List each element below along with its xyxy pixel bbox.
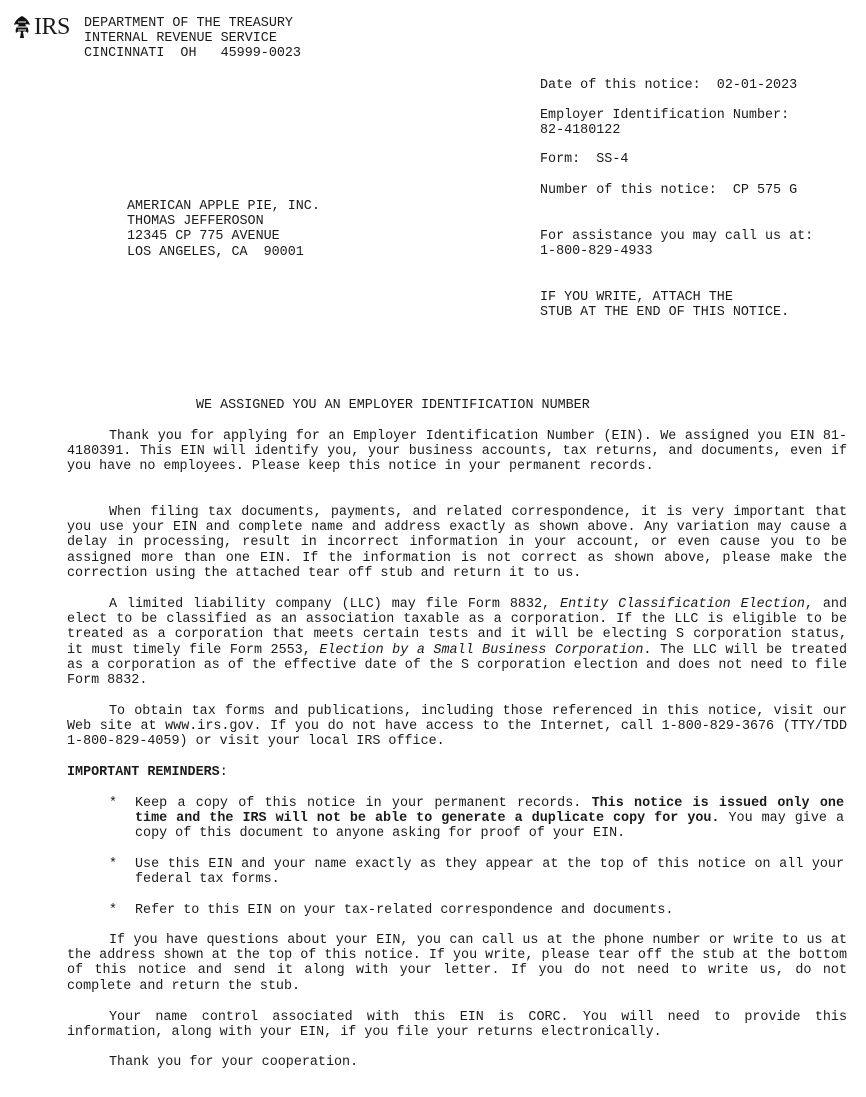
irs-logo: [12, 14, 70, 40]
eagle-emblem-icon: [12, 14, 32, 40]
recipient-line-3: 12345 CP 775 AVENUE: [127, 229, 280, 245]
agency-line-2: INTERNAL REVENUE SERVICE: [84, 31, 277, 47]
form-2553-title: Election by a Small Business Corporation: [319, 642, 644, 658]
form-line: [540, 152, 628, 167]
paragraph-forms: To obtain tax forms and publications, including those referenced in this notice, visit our Web site at www.irs.gov. If you do not have access to the Internet, call 1-800-829-3676 (TTY/TDD 1-800-829-4059) or visit your local IRS office.: [67, 704, 847, 750]
notice-number-label: Number of this notice:: [540, 183, 717, 198]
closing-line: Thank you for your cooperation.: [109, 1055, 359, 1070]
bullet-icon: *: [109, 857, 118, 872]
recipient-address: [127, 199, 320, 260]
form-value: SS-4: [596, 152, 629, 167]
recipient-line-2: THOMAS JEFFEROSON: [127, 214, 264, 230]
bullet-icon: *: [109, 903, 118, 918]
reminder-item-3: * Refer to this EIN on your tax-related correspondence and documents.: [109, 903, 674, 918]
paragraph-questions: If you have questions about your EIN, you can call us at the phone number or write to us at the address shown at the top of this notice. If you write, please tear off the stub at the bottom of this notice and send it along with your letter. If you do not need to write us, do not complete and return the stub.: [67, 933, 847, 994]
paragraph-1: Thank you for applying for an Employer Identification Number (EIN). We assigned you EIN 81-4180391. This EIN will identify you, your business accounts, tax returns, and documents, even if you have no employees. Please keep this notice in your permanent records.: [67, 429, 847, 475]
form-8832-title: Entity Classification Election: [560, 597, 805, 612]
write-instructions: [540, 290, 789, 320]
assistance-phone: 1-800-829-4933: [540, 244, 653, 260]
agency-address: [84, 16, 301, 62]
paragraph-2: When filing tax documents, payments, and related correspondence, it is very important that you use your EIN and complete name and address exactly as shown above. Any variation may cause a delay in processing, result in incorrect information in your account, or even cause you to be assigned more than one EIN. If the information is not correct as shown above, please make the correction using the attached tear off stub and return it to us.: [67, 505, 847, 581]
reminders-heading: IMPORTANT REMINDERS:: [67, 765, 228, 780]
ein-block: [540, 108, 789, 138]
form-label: Form:: [540, 152, 581, 167]
notice-number-value: CP 575 G: [732, 183, 798, 198]
write-line-1: IF YOU WRITE, ATTACH THE: [540, 290, 733, 305]
notice-date: [540, 78, 797, 93]
ein-label: Employer Identification Number:: [540, 108, 790, 123]
paragraph-llc: A limited liability company (LLC) may file Form 8832, Entity Classification Election, and elect to be classified as an association taxable as a corporation. If the LLC is eligible to be treated as a corporation that meets certain tests and it will be electing S corporation status, it must timely file Form 2553, Election by a Small Business Corporation. The LLC will be treated as a corporation as of the effective date of the S corporation election and does not need to file Form 8832.: [67, 597, 847, 689]
irs-wordmark: IRS: [34, 14, 70, 40]
notice-date-label: Date of this notice:: [540, 78, 701, 93]
recipient-line-1: AMERICAN APPLE PIE, INC.: [127, 199, 320, 214]
write-line-2: STUB AT THE END OF THIS NOTICE.: [540, 305, 790, 321]
reminder-item-2: * Use this EIN and your name exactly as they appear at the top of this notice on all your federal tax forms.: [109, 857, 844, 888]
reminder-item-1: * Keep a copy of this notice in your permanent records. This notice is issued only one time and the IRS will not be able to generate a duplicate copy for you. You may give a copy of this document to anyone asking for proof of your EIN.: [109, 796, 844, 842]
agency-line-1: DEPARTMENT OF THE TREASURY: [84, 16, 293, 31]
agency-line-3: CINCINNATI OH 45999-0023: [84, 46, 301, 62]
notice-title: WE ASSIGNED YOU AN EMPLOYER IDENTIFICATION NUMBER: [196, 398, 590, 413]
assistance-label: For assistance you may call us at:: [540, 229, 814, 244]
paragraph-name-control: Your name control associated with this EIN is CORC. You will need to provide this information, along with your EIN, if you file your returns electronically.: [67, 1010, 847, 1041]
notice-date-value: 02-01-2023: [716, 78, 798, 93]
ein-value: 82-4180122: [540, 123, 621, 139]
notice-number-line: [540, 183, 797, 198]
bullet-icon: *: [109, 796, 118, 811]
recipient-line-4: LOS ANGELES, CA 90001: [127, 244, 304, 260]
assistance-block: [540, 229, 813, 259]
